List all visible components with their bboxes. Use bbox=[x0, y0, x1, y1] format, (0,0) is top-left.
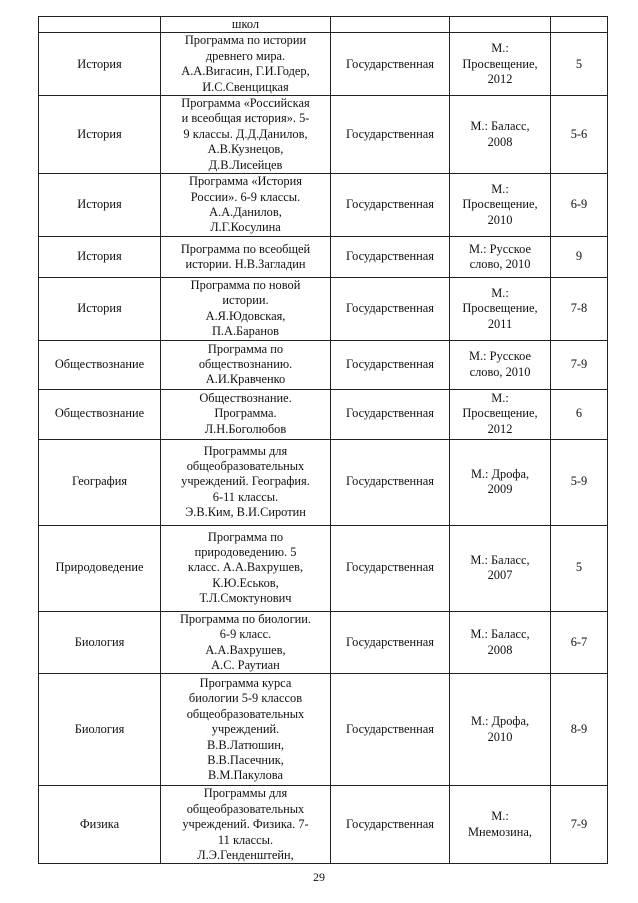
cell-publisher: М.: Просвещение, 2012 bbox=[450, 33, 551, 96]
cell-publisher: М.: Баласс, 2008 bbox=[450, 96, 551, 174]
cell-type: Государственная bbox=[331, 674, 450, 786]
table-row bbox=[39, 278, 608, 341]
cell-type: Государственная bbox=[331, 439, 450, 525]
cell-program: Программы для общеобразовательных учреждений. География. 6-11 классы. Э.В.Ким, В.И.Сиротин bbox=[161, 439, 331, 525]
cell-grades: 5 bbox=[551, 525, 608, 611]
cell-publisher: М.: Мнемозина, bbox=[450, 786, 551, 864]
cell-type: Государственная bbox=[331, 786, 450, 864]
cell-grades: 6 bbox=[551, 389, 608, 439]
cell-program: Программа по биологии. 6-9 класс. А.А.Вахрушев, А.С. Раутиан bbox=[161, 611, 331, 674]
cell-subject: Обществознание bbox=[39, 340, 161, 389]
table-row-fragment bbox=[39, 17, 608, 33]
cell-grades: 5 bbox=[551, 33, 608, 96]
cell-grades bbox=[551, 17, 608, 33]
cell-type: Государственная bbox=[331, 611, 450, 674]
cell-grades: 9 bbox=[551, 237, 608, 278]
cell-publisher: М.: Русское слово, 2010 bbox=[450, 237, 551, 278]
cell-publisher: М.: Дрофа, 2009 bbox=[450, 439, 551, 525]
cell-program: Программа по природоведению. 5 класс. А.А.Вахрушев, К.Ю.Еськов, Т.Л.Смоктунович bbox=[161, 525, 331, 611]
cell-publisher: М.: Баласс, 2008 bbox=[450, 611, 551, 674]
cell-program: Программа по обществознанию. А.И.Кравченко bbox=[161, 340, 331, 389]
cell-publisher: М.: Просвещение, 2011 bbox=[450, 278, 551, 341]
cell-program: Обществознание. Программа. Л.Н.Боголюбов bbox=[161, 389, 331, 439]
cell-subject: Биология bbox=[39, 674, 161, 786]
cell-publisher: М.: Русское слово, 2010 bbox=[450, 340, 551, 389]
cell-type: Государственная bbox=[331, 174, 450, 237]
cell-program: Программа по новой истории. А.Я.Юдовская, П.А.Баранов bbox=[161, 278, 331, 341]
cell-type: Государственная bbox=[331, 525, 450, 611]
cell-type: Государственная bbox=[331, 389, 450, 439]
cell-program: Программа «История России». 6-9 классы. А.А.Данилов, Л.Г.Косулина bbox=[161, 174, 331, 237]
table-row bbox=[39, 611, 608, 674]
cell-grades: 8-9 bbox=[551, 674, 608, 786]
table-row bbox=[39, 96, 608, 174]
cell-program: Программы для общеобразовательных учреждений. Физика. 7- 11 классы. Л.Э.Генденштейн, bbox=[161, 786, 331, 864]
cell-subject: История bbox=[39, 33, 161, 96]
cell-subject: Физика bbox=[39, 786, 161, 864]
cell-type bbox=[331, 17, 450, 33]
cell-grades: 5-6 bbox=[551, 96, 608, 174]
cell-type: Государственная bbox=[331, 278, 450, 341]
cell-grades: 7-9 bbox=[551, 340, 608, 389]
cell-type: Государственная bbox=[331, 237, 450, 278]
cell-program: Программа по истории древнего мира. А.А.Вигасин, Г.И.Годер, И.С.Свенцицкая bbox=[161, 33, 331, 96]
page-number: 29 bbox=[313, 870, 325, 884]
table-row bbox=[39, 439, 608, 525]
cell-publisher bbox=[450, 17, 551, 33]
cell-publisher: М.: Просвещение, 2010 bbox=[450, 174, 551, 237]
cell-subject: География bbox=[39, 439, 161, 525]
cell-type: Государственная bbox=[331, 33, 450, 96]
table-row bbox=[39, 525, 608, 611]
cell-grades: 6-9 bbox=[551, 174, 608, 237]
cell-type: Государственная bbox=[331, 340, 450, 389]
programs-table bbox=[38, 16, 608, 864]
table-row bbox=[39, 33, 608, 96]
cell-publisher: М.: Просвещение, 2012 bbox=[450, 389, 551, 439]
cell-program: Программа «Российская и всеобщая история». 5- 9 классы. Д.Д.Данилов, А.В.Кузнецов, Д.В.Лисейцев bbox=[161, 96, 331, 174]
cell-grades: 6-7 bbox=[551, 611, 608, 674]
table-row bbox=[39, 237, 608, 278]
table-row bbox=[39, 340, 608, 389]
table-row bbox=[39, 786, 608, 864]
cell-subject: История bbox=[39, 237, 161, 278]
cell-program: Программа по всеобщей истории. Н.В.Загладин bbox=[161, 237, 331, 278]
cell-subject: История bbox=[39, 96, 161, 174]
cell-subject: Биология bbox=[39, 611, 161, 674]
cell-publisher: М.: Баласс, 2007 bbox=[450, 525, 551, 611]
cell-subject: История bbox=[39, 278, 161, 341]
cell-grades: 7-8 bbox=[551, 278, 608, 341]
cell-subject: История bbox=[39, 174, 161, 237]
cell-subject: Природоведение bbox=[39, 525, 161, 611]
cell-subject: Обществознание bbox=[39, 389, 161, 439]
cell-grades: 5-9 bbox=[551, 439, 608, 525]
table-row bbox=[39, 389, 608, 439]
table-row bbox=[39, 674, 608, 786]
cell-program: Программа курса биологии 5-9 классов общеобразовательных учреждений. В.В.Латюшин, В.В.Пасечник, В.М.Пакулова bbox=[161, 674, 331, 786]
cell-publisher: М.: Дрофа, 2010 bbox=[450, 674, 551, 786]
table-row bbox=[39, 174, 608, 237]
cell-type: Государственная bbox=[331, 96, 450, 174]
cell-grades: 7-9 bbox=[551, 786, 608, 864]
cell-subject bbox=[39, 17, 161, 33]
cell-program: школ bbox=[161, 17, 331, 33]
